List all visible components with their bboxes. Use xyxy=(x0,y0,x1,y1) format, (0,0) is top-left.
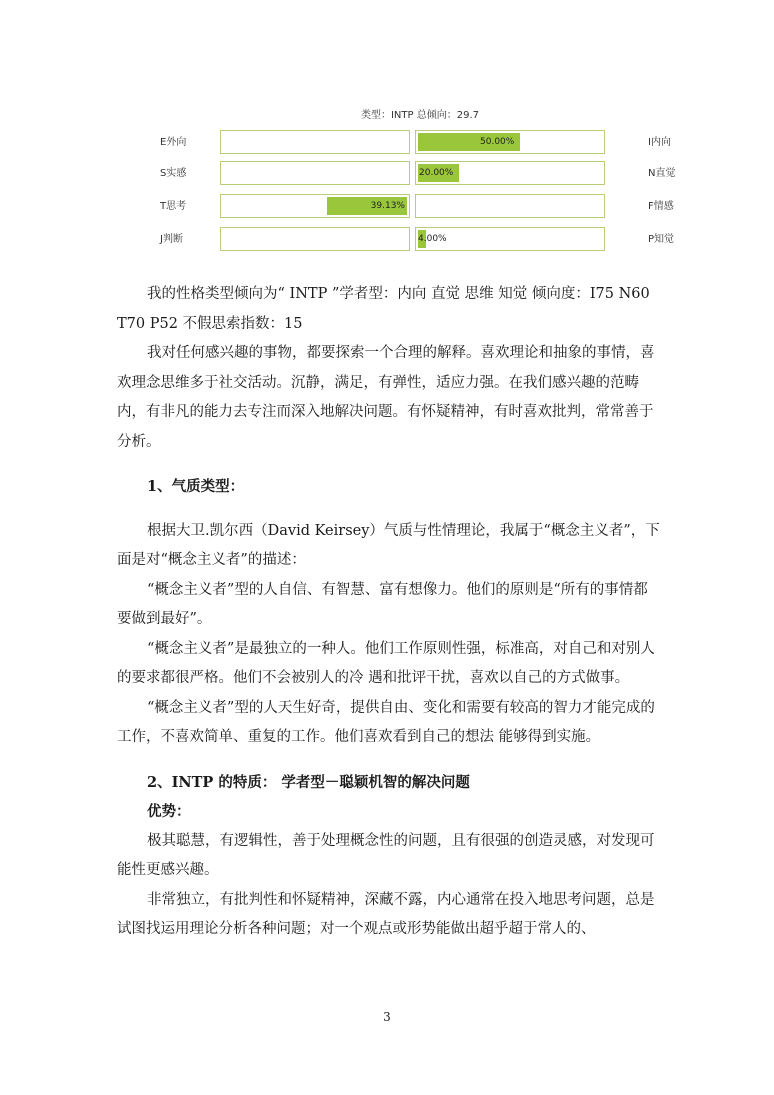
section-heading-intp-traits: 2、INTP 的特质： 学者型－聪颖机智的解决问题 xyxy=(147,773,470,791)
right-bar-track xyxy=(415,130,605,154)
chart-row xyxy=(0,130,774,156)
right-pole-label: I内向 xyxy=(648,137,671,148)
right-pole-label: F情感 xyxy=(648,201,674,212)
left-bar-track xyxy=(220,227,410,251)
bar-value-label: 39.13% xyxy=(370,201,405,211)
left-pole-label: J判断 xyxy=(160,234,183,245)
section-heading-temperament: 1、气质类型： xyxy=(147,478,245,495)
left-pole-label: T思考 xyxy=(160,201,187,212)
type-description: 我对任何感兴趣的事物，都要探索一个合理的解释。喜欢理论和抽象的事情，喜欢理念思维多于社交活动。沉静，满足，有弹性，适应力强。在我们感兴趣的范畴内，有非凡的能力去专注而深入地解决问题。有怀疑精神，有时喜欢批判，常常善于分析。 xyxy=(117,345,655,450)
conceptualist-para-2: “概念主义者”是最独立的一种人。他们工作原则性强，标准高，对自己和对别人的要求都很严格。他们不会被别人的冷 遇和批评干扰，喜欢以自己的方式做事。 xyxy=(117,640,655,686)
chart-row xyxy=(0,227,774,253)
left-bar-track xyxy=(220,130,410,154)
right-bar-track xyxy=(415,161,605,185)
conceptualist-para-3: “概念主义者”型的人天生好奇，提供自由、变化和需要有较高的智力才能完成的工作，不喜欢简单、重复的工作。他们喜欢看到自己的想法 能够得到实施。 xyxy=(117,699,655,745)
right-bar-track xyxy=(415,194,605,218)
chart-title: 类型：INTP 总倾向：29.7 xyxy=(360,110,479,121)
document-body xyxy=(0,280,774,945)
bar-value-label: 4.00% xyxy=(418,234,447,244)
right-bar-track xyxy=(415,227,605,251)
conceptualist-para-1: “概念主义者”型的人自信、有智慧、富有想像力。他们的原则是“所有的事情都要做到最好”。 xyxy=(117,581,648,627)
page-number: 3 xyxy=(383,1010,391,1024)
left-pole-label: S实感 xyxy=(160,168,187,179)
strength-para-2: 非常独立，有批判性和怀疑精神，深藏不露，内心通常在投入地思考问题，总是试图找运用理论分析各种问题；对一个观点或形势能做出超乎超于常人的、 xyxy=(117,891,655,937)
type-summary: 我的性格类型倾向为“ INTP ”学者型：内向 直觉 思维 知觉 倾向度：I75 N60 T70 P52 不假思索指数：15 xyxy=(117,286,650,332)
chart-row xyxy=(0,161,774,187)
bar-value-label: 50.00% xyxy=(480,137,515,147)
chart-row xyxy=(0,194,774,220)
keirsey-intro: 根据大卫.凯尔西（David Keirsey）气质与性情理论，我属于“概念主义者”，下面是对“概念主义者”的描述： xyxy=(117,522,660,568)
mbti-chart xyxy=(0,0,774,260)
strength-para-1: 极其聪慧，有逻辑性，善于处理概念性的问题，且有很强的创造灵感，对发现可能性更感兴趣。 xyxy=(117,832,655,878)
right-pole-label: N直觉 xyxy=(648,168,676,179)
subheading-strengths: 优势： xyxy=(147,803,191,820)
right-pole-label: P知觉 xyxy=(648,234,675,245)
left-pole-label: E外向 xyxy=(160,137,187,148)
left-bar-track xyxy=(220,161,410,185)
left-bar-track xyxy=(220,194,410,218)
bar-value-label: 20.00% xyxy=(419,168,454,178)
